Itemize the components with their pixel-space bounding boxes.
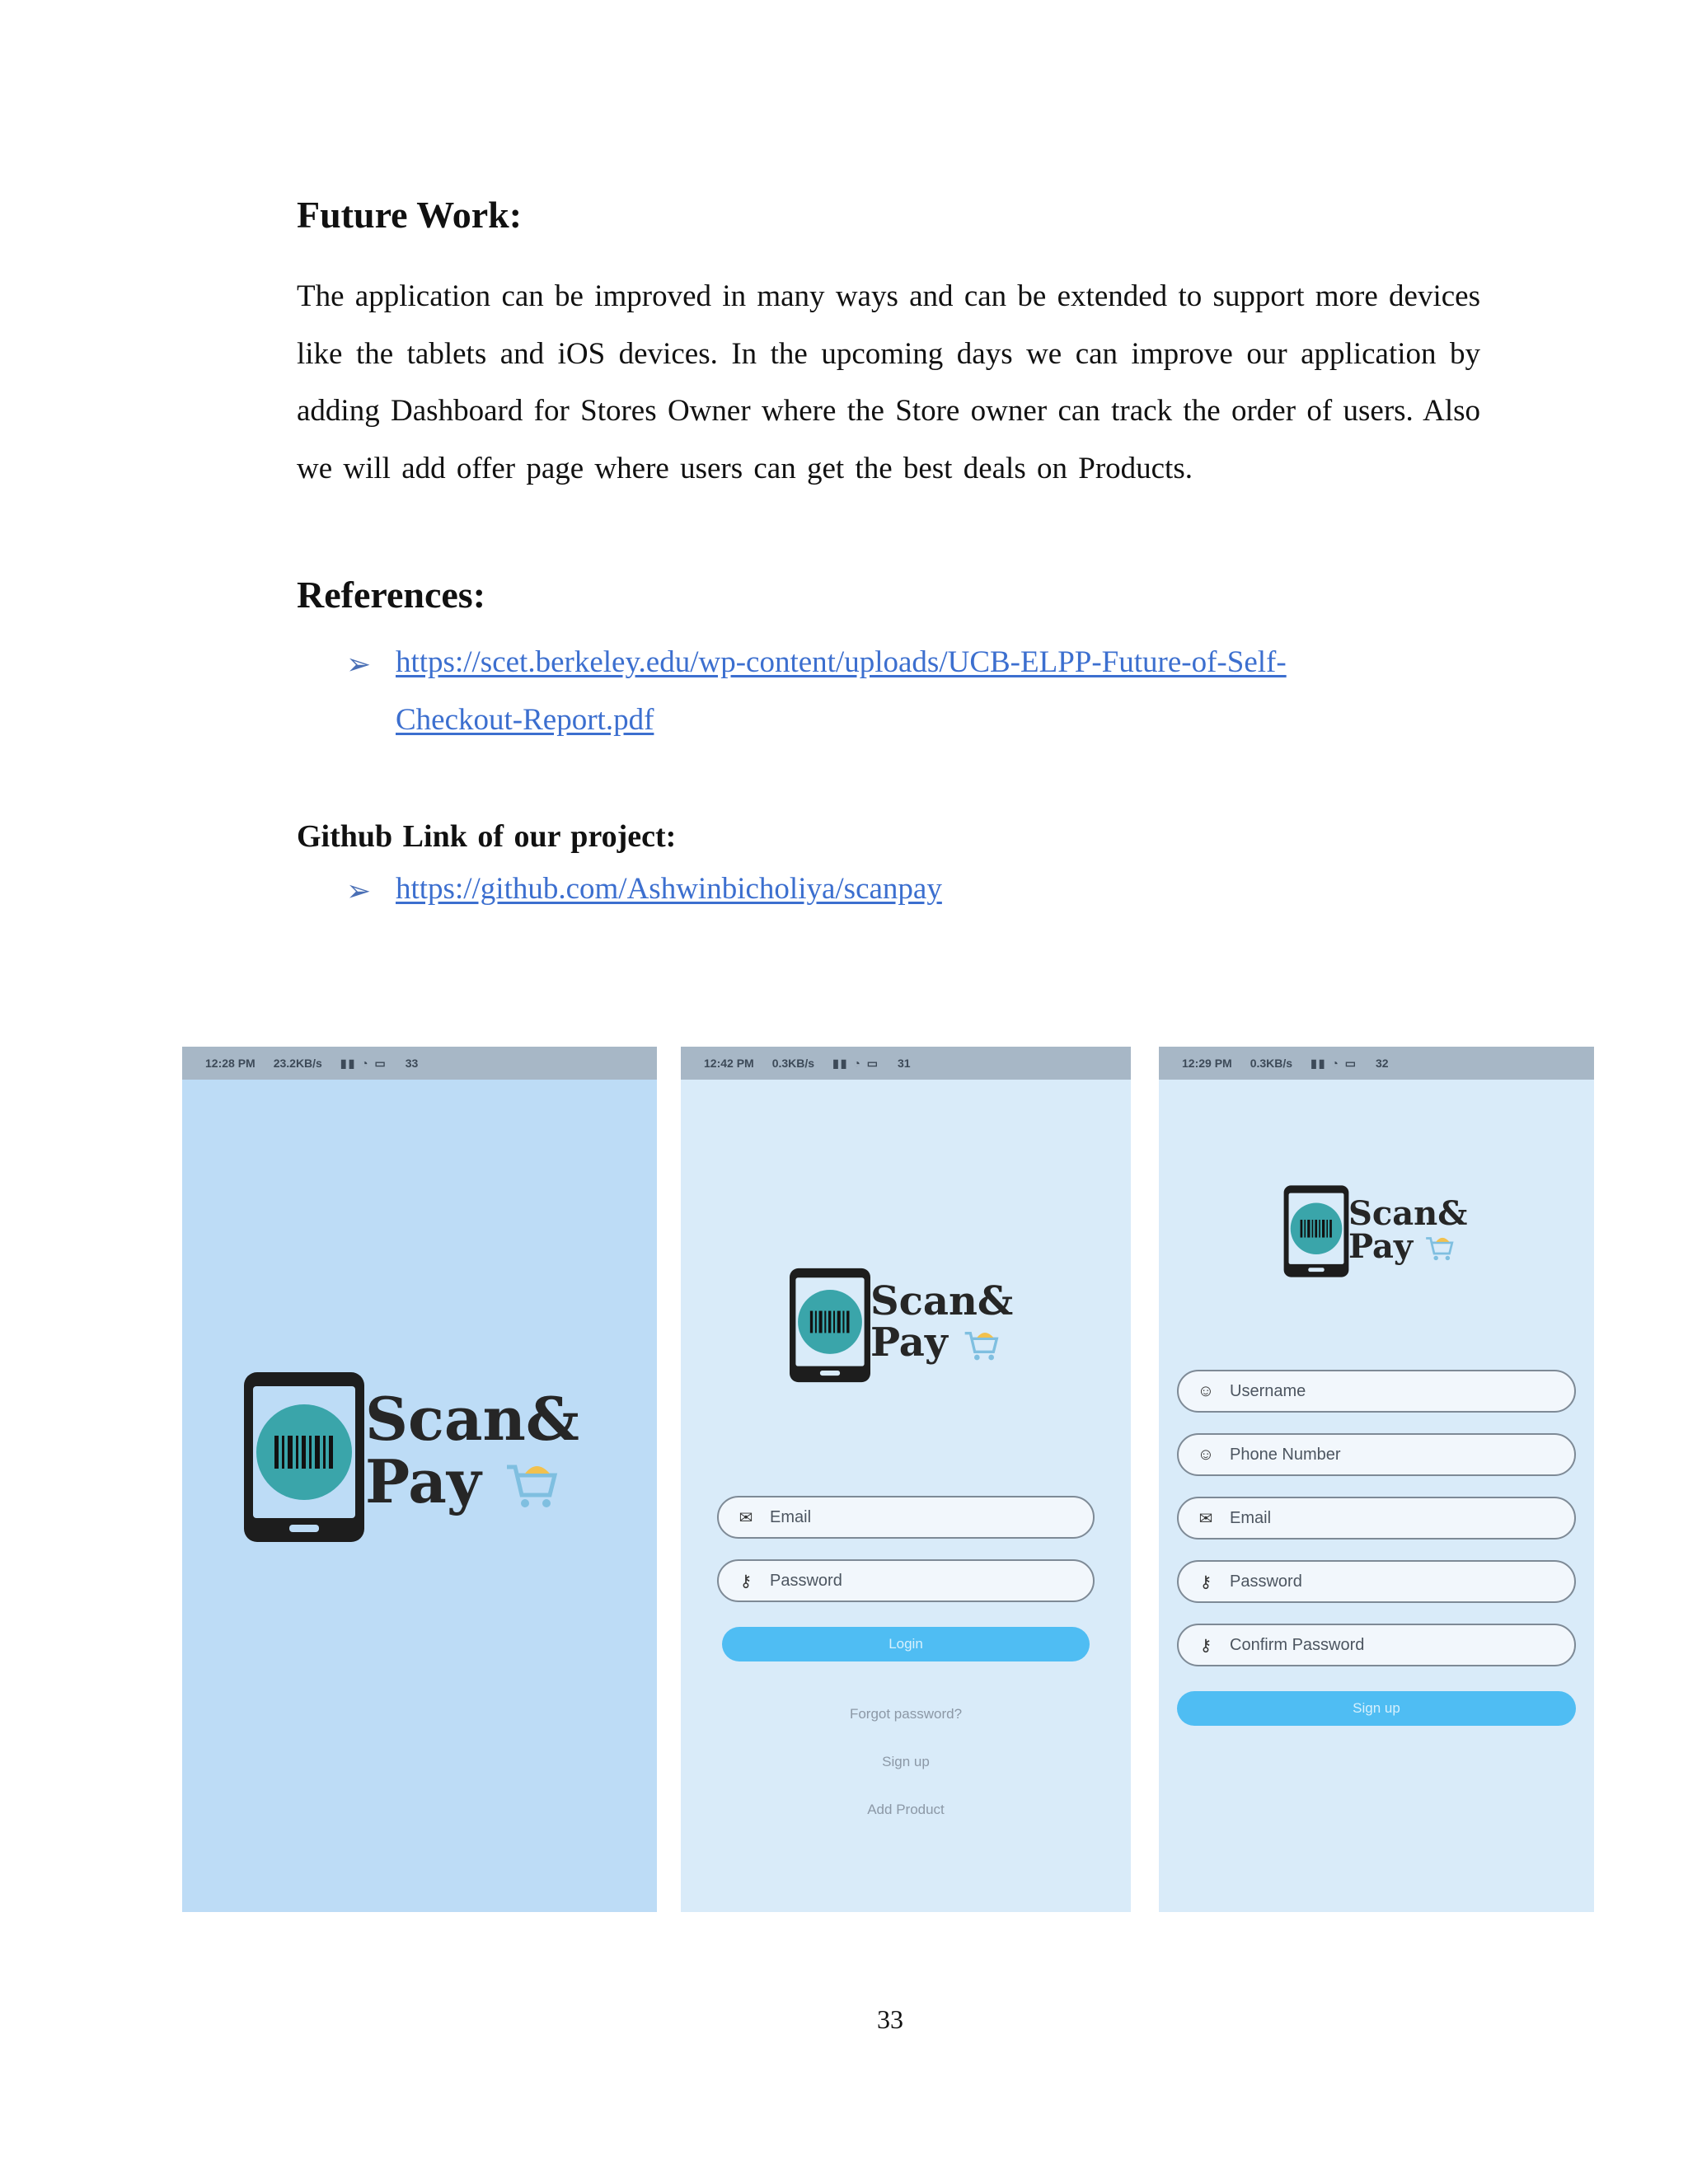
user-icon: ☺ — [1197, 1445, 1215, 1464]
page-number: 33 — [877, 2004, 903, 2034]
email-icon: ✉ — [738, 1508, 753, 1527]
barcode-phone-icon — [1282, 1183, 1350, 1280]
password-field[interactable] — [1177, 1560, 1576, 1603]
email-placeholder: Email — [770, 1507, 812, 1526]
status-speed: 23.2KB/s — [273, 1057, 322, 1070]
status-time: 12:28 PM — [205, 1057, 256, 1070]
key-icon: ⚷ — [1199, 1636, 1212, 1655]
github-link[interactable]: https://github.com/Ashwinbicholiya/scanpay — [396, 872, 942, 906]
logo-title-line-2: Pay — [1348, 1227, 1414, 1266]
logo-title-line-1: Scan& — [870, 1278, 1014, 1324]
password-field[interactable] — [717, 1559, 1095, 1602]
username-placeholder: Username — [1230, 1381, 1306, 1400]
arrow-bullet-icon: ➢ — [346, 648, 372, 681]
phone-number-field[interactable] — [1177, 1433, 1576, 1476]
status-battery: 32 — [1375, 1057, 1389, 1070]
email-placeholder: Email — [1230, 1508, 1272, 1527]
status-speed: 0.3KB/s — [1250, 1057, 1293, 1070]
username-field[interactable] — [1177, 1370, 1576, 1413]
cart-icon — [504, 1459, 558, 1513]
reference-link-line-1[interactable]: https://scet.berkeley.edu/wp-content/uploads/UCB-ELPP-Future-of-Self- — [396, 645, 1287, 679]
barcode-phone-icon — [241, 1370, 367, 1544]
password-placeholder: Password — [1230, 1572, 1302, 1591]
phone-number-placeholder: Phone Number — [1230, 1445, 1341, 1464]
sign-up-button[interactable]: Sign up — [1177, 1691, 1576, 1726]
password-placeholder: Password — [770, 1571, 842, 1590]
status-bar — [681, 1047, 1131, 1080]
logo-title-line-2: Pay — [870, 1319, 948, 1366]
email-field[interactable] — [717, 1496, 1095, 1539]
cart-icon — [1424, 1234, 1454, 1263]
future-work-paragraph: The application can be improved in many ways and can be extended to support more devices like the tablets and iOS devices. In the upcoming days we can improve our application by adding Dashboard for Stores Owner where the Store owner can track the order of users. Also we will add offer page where users can get the best deals on Products. — [297, 279, 1480, 485]
confirm-password-field[interactable] — [1177, 1624, 1576, 1666]
barcode-phone-icon — [788, 1265, 872, 1385]
login-button[interactable]: Login — [722, 1627, 1090, 1661]
signup-screen-screenshot — [1159, 1047, 1594, 1912]
references-heading: References: — [297, 574, 486, 616]
github-heading: Github Link of our project: — [297, 819, 677, 854]
user-icon: ☺ — [1197, 1381, 1215, 1400]
app-logo — [241, 1370, 588, 1551]
email-icon: ✉ — [1198, 1509, 1213, 1528]
status-time: 12:29 PM — [1182, 1057, 1232, 1070]
reference-link-line-2[interactable]: Checkout-Report.pdf — [396, 703, 654, 737]
key-icon: ⚷ — [739, 1572, 753, 1591]
logo-title-line-1: Scan& — [1348, 1194, 1468, 1233]
status-speed: 0.3KB/s — [771, 1057, 815, 1070]
logo-title-line-2: Pay — [365, 1446, 481, 1516]
future-work-heading: Future Work: — [297, 194, 523, 236]
splash-screen-screenshot — [182, 1047, 657, 1912]
app-logo — [788, 1265, 1019, 1389]
status-battery: 33 — [405, 1057, 419, 1070]
add-product-link[interactable]: Add Product — [867, 1802, 945, 1817]
status-battery: 31 — [897, 1057, 911, 1070]
status-bar — [1159, 1047, 1594, 1080]
confirm-password-placeholder: Confirm Password — [1230, 1635, 1365, 1654]
email-field[interactable] — [1177, 1497, 1576, 1540]
signal-icon: ▮▮ ◔ ▭ — [1311, 1056, 1357, 1070]
arrow-bullet-icon: ➢ — [346, 874, 372, 907]
cart-icon — [963, 1328, 999, 1364]
login-screen-screenshot — [681, 1047, 1131, 1912]
signal-icon: ▮▮ ◔ ▭ — [832, 1056, 879, 1070]
app-logo — [1282, 1183, 1480, 1290]
status-bar — [182, 1047, 657, 1080]
logo-title-line-1: Scan& — [365, 1384, 579, 1454]
key-icon: ⚷ — [1199, 1572, 1212, 1591]
status-time: 12:42 PM — [704, 1057, 754, 1070]
forgot-password-link[interactable]: Forgot password? — [849, 1706, 963, 1722]
sign-up-link[interactable]: Sign up — [882, 1754, 930, 1769]
signal-icon: ▮▮ ◔ ▭ — [340, 1056, 387, 1070]
